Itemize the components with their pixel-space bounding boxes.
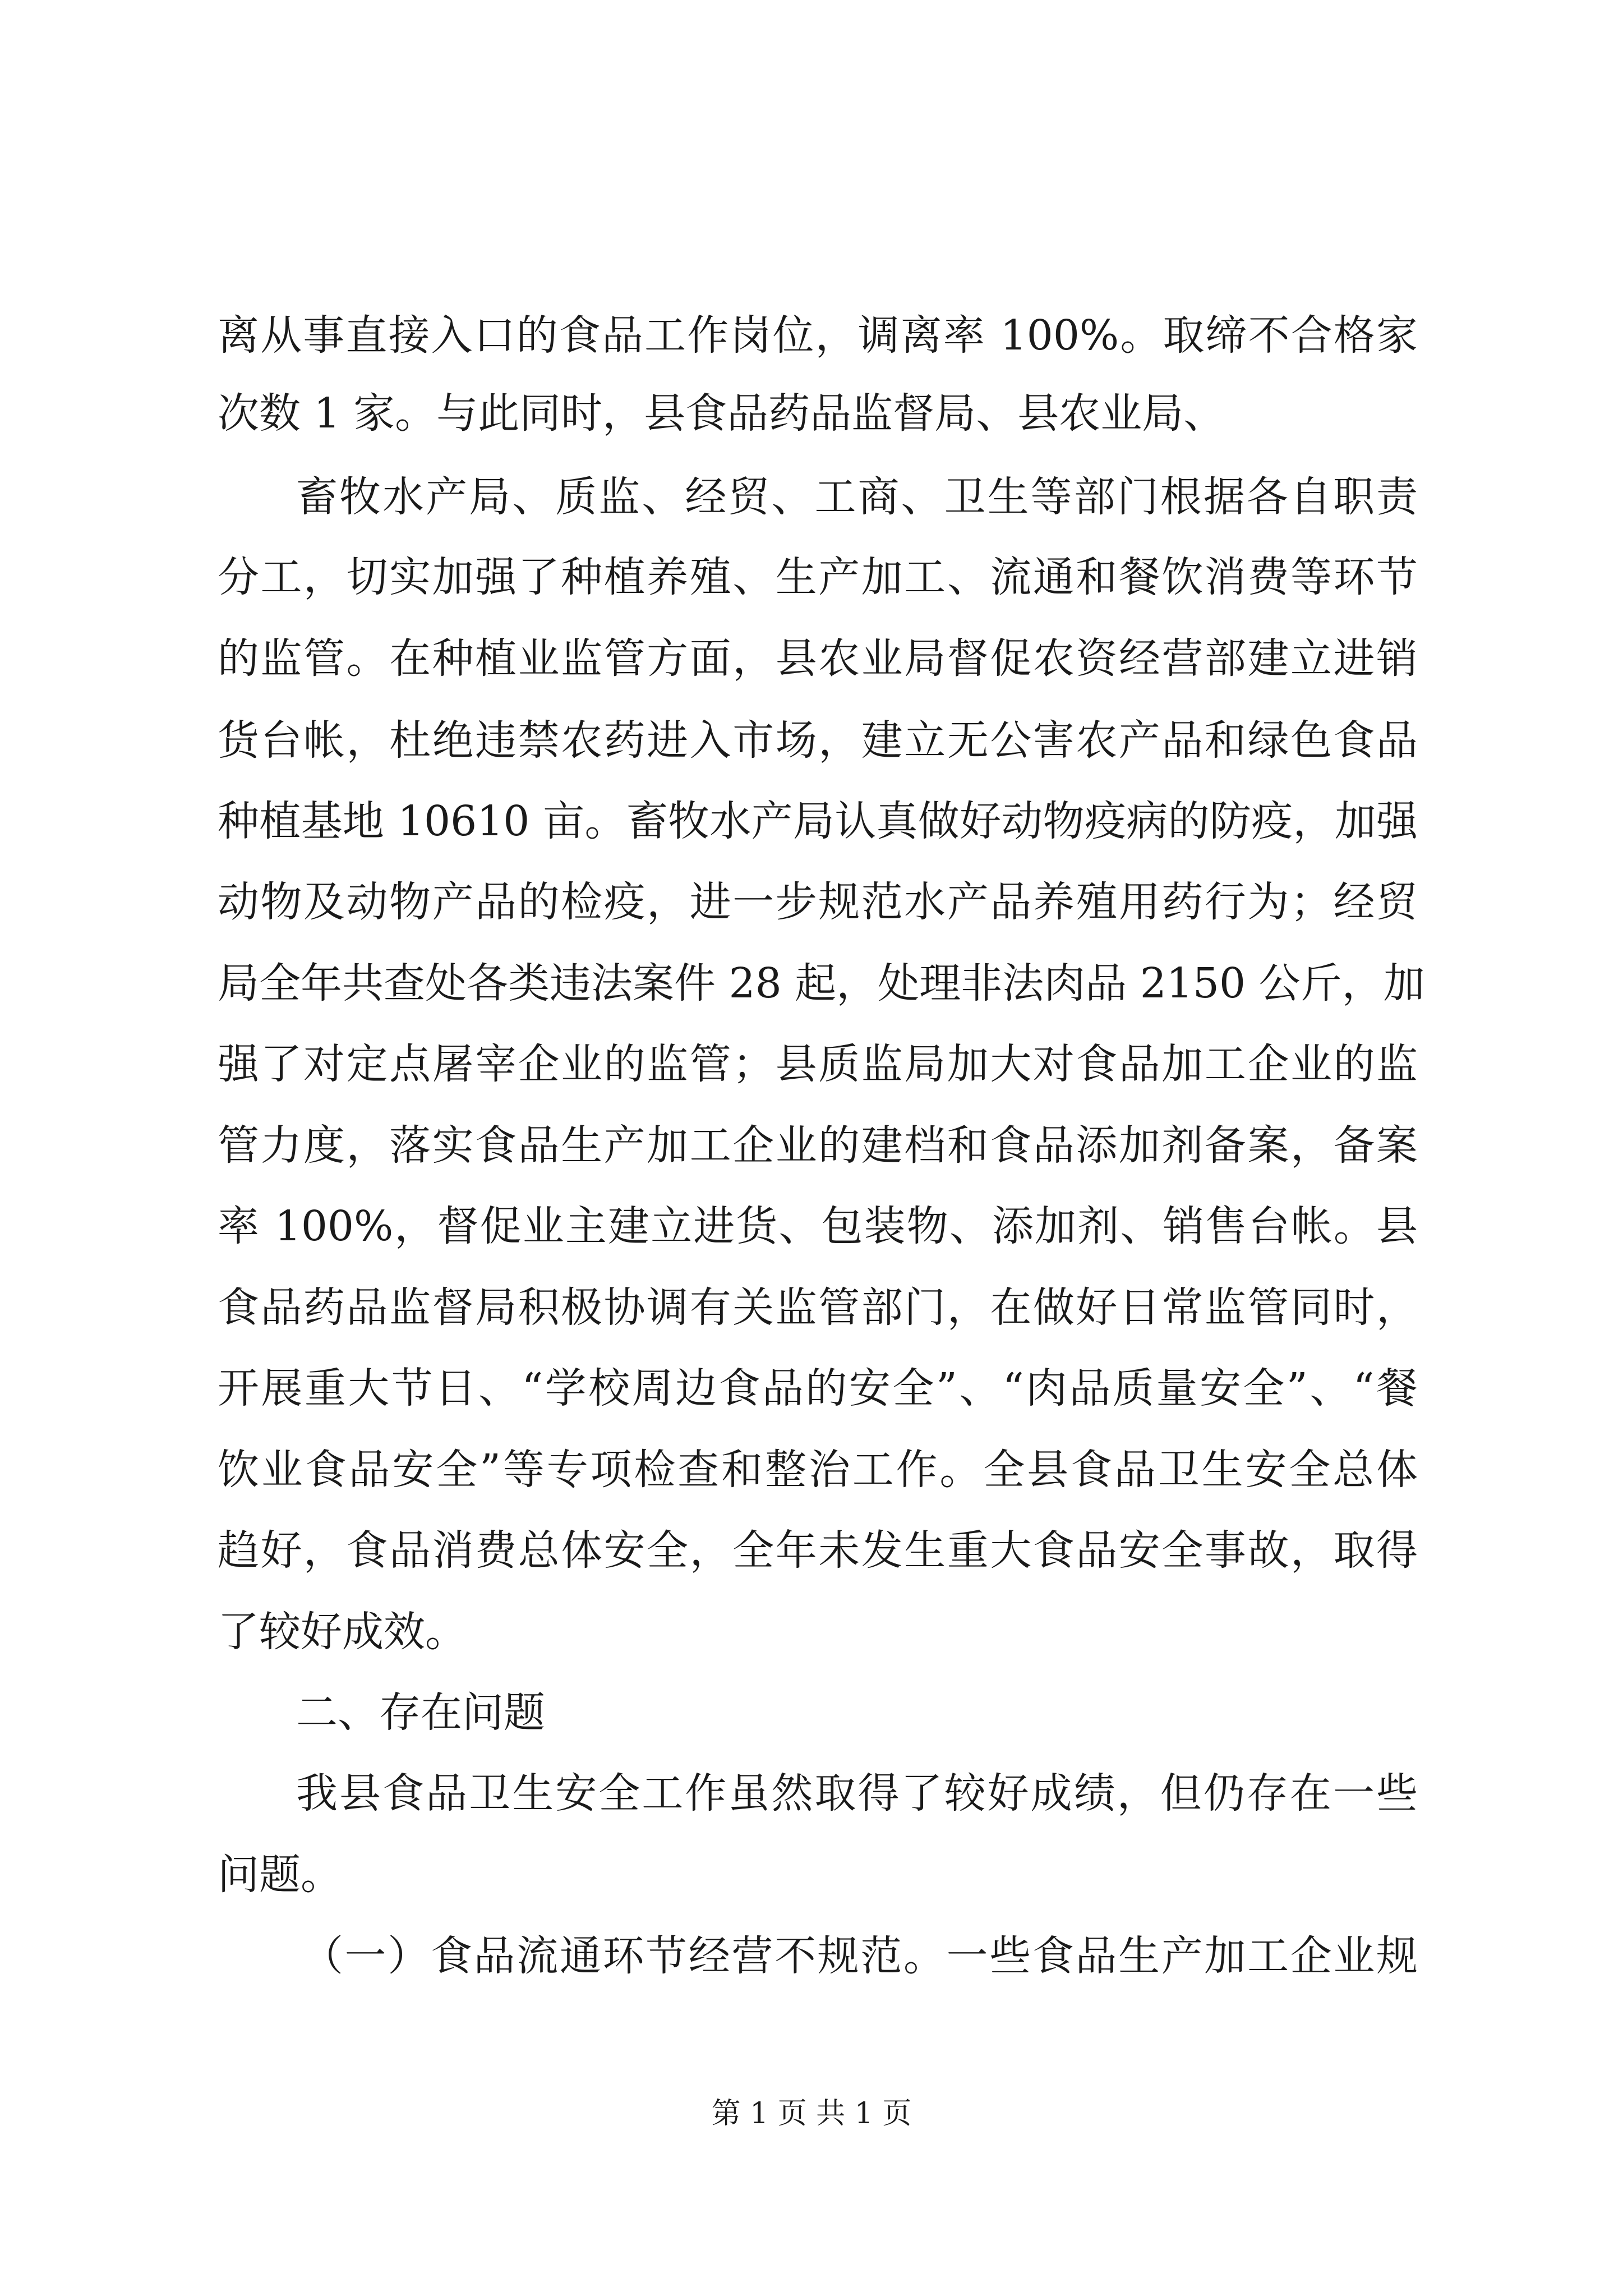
paragraph-start-line: 畜牧水产局、质监、经贸、工商、卫生等部门根据各自职责 [296,473,1418,521]
text-line: 问题。 [218,1851,342,1899]
text-line: 饮业食品安全”等专项检查和整治工作。全县食品卫生安全总体 [218,1446,1418,1494]
text-line: 局全年共查处各类违法案件 28 起，处理非法肉品 2150 公斤，加 [218,959,1425,1007]
text-line: 的监管。在种植业监管方面，县农业局督促农资经营部建立进销 [218,634,1418,683]
text-line: 种植基地 10610 亩。畜牧水产局认真做好动物疫病的防疫，加强 [218,797,1418,845]
text-line: 动物及动物产品的检疫，进一步规范水产品养殖用药行为；经贸 [218,878,1418,926]
text-line: 开展重大节日、“学校周边食品的安全”、“肉品质量安全”、“餐 [218,1364,1418,1412]
text-line: 次数 1 家。与此同时，县食品药品监督局、县农业局、 [218,389,1225,438]
text-line: 率 100%，督促业主建立进货、包装物、添加剂、销售台帐。县 [218,1202,1418,1250]
text-line: 分工，切实加强了种植养殖、生产加工、流通和餐饮消费等环节 [218,553,1418,601]
subsection-heading-line: （一）食品流通环节经营不规范。一些食品生产加工企业规 [302,1932,1418,1980]
text-line: 趋好，食品消费总体安全，全年未发生重大食品安全事故，取得 [218,1526,1418,1575]
text-line: 了较好成效。 [218,1608,467,1656]
text-line: 强了对定点屠宰企业的监管；县质监局加大对食品加工企业的监 [218,1040,1418,1088]
section-heading: 二、存在问题 [296,1688,545,1737]
text-line: 货台帐，杜绝违禁农药进入市场，建立无公害农产品和绿色食品 [218,716,1418,765]
page-footer: 第 1 页 共 1 页 [711,2097,912,2131]
paragraph-start-line: 我县食品卫生安全工作虽然取得了较好成绩，但仍存在一些 [296,1769,1418,1818]
text-line: 管力度，落实食品生产加工企业的建档和食品添加剂备案，备案 [218,1121,1418,1170]
text-line: 食品药品监督局积极协调有关监管部门，在做好日常监管同时， [218,1283,1418,1332]
text-line: 离从事直接入口的食品工作岗位，调离率 100%。取缔不合格家 [218,311,1418,360]
